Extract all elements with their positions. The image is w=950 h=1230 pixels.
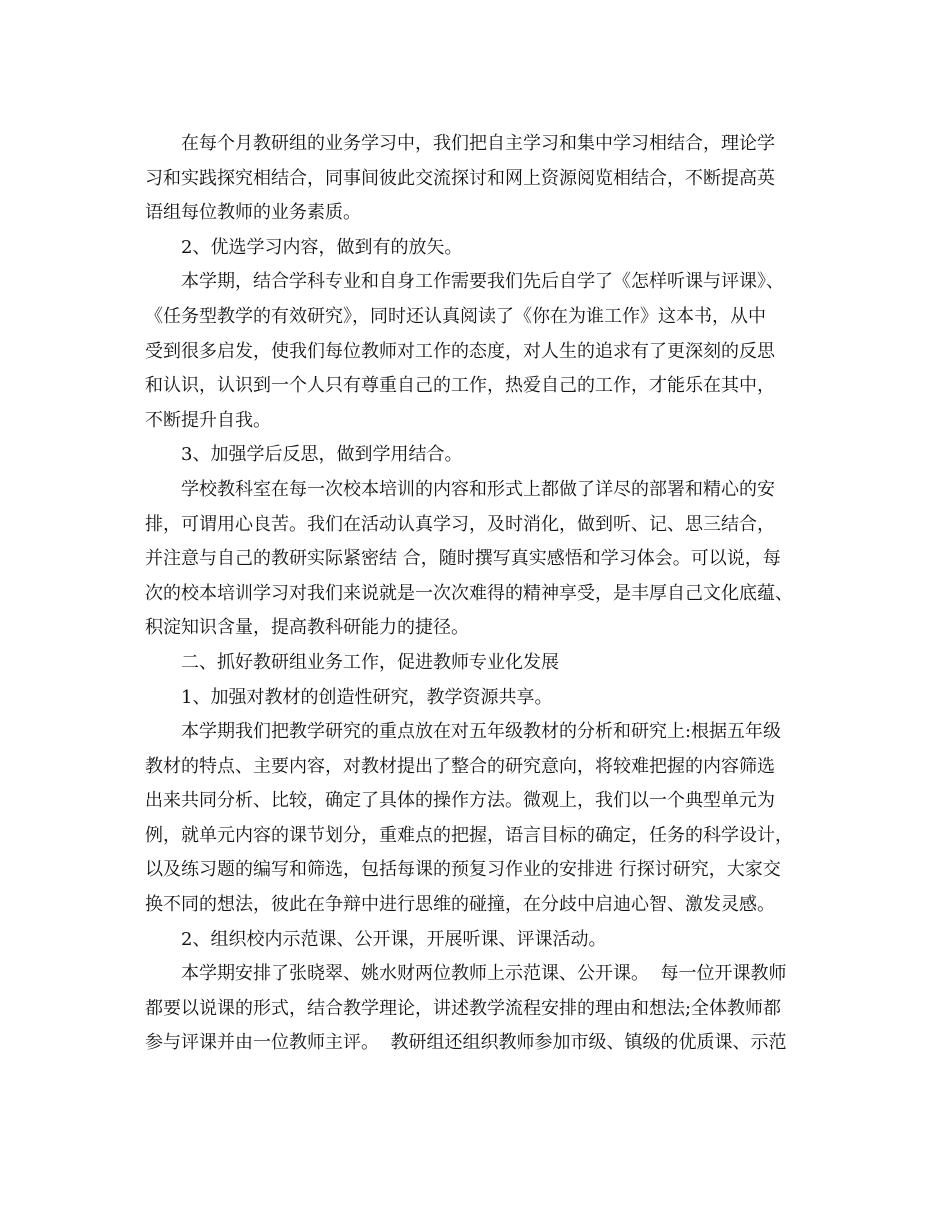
text-line: 和认识，认识到一个人只有尊重自己的工作，热爱自己的工作，才能乐在其中， xyxy=(145,375,775,397)
text-line: 习和实践探究相结合，同事间彼此交流探讨和网上资源阅览相结合，不断提高英 xyxy=(145,167,775,189)
text-line: 本学期安排了张晓翠、姚水财两位教师上示范课、公开课。 每一位开课教师 xyxy=(181,963,787,985)
text-line: 参与评课并由一位教师主评。 教研组还组织教师参加市级、镇级的优质课、示范 xyxy=(145,1032,787,1054)
text-line: 都要以说课的形式，结合教学理论，讲述教学流程安排的理由和想法;全体教师都 xyxy=(145,997,782,1019)
text-line: 次的校本培训学习对我们来说就是一次次难得的精神享受，是丰厚自己文化底蕴、 xyxy=(145,582,793,604)
text-line: 出来共同分析、比较，确定了具体的操作方法。微观上，我们以一个典型单元为 xyxy=(145,790,775,812)
text-line: 教材的特点、主要内容，对教材提出了整合的研究意向，将较难把握的内容筛选 xyxy=(145,755,775,777)
text-line: 受到很多启发，使我们每位教师对工作的态度，对人生的追求有了更深刻的反思 xyxy=(145,340,775,362)
text-line: 2、优选学习内容，做到有的放矢。 xyxy=(181,236,463,258)
text-line: 以及练习题的编写和筛选，包括每课的预复习作业的安排进 行探讨研究，大家交 xyxy=(145,859,781,881)
text-line: 在每个月教研组的业务学习中，我们把自主学习和集中学习相结合，理论学 xyxy=(181,133,775,154)
text-line: 本学期我们把教学研究的重点放在对五年级教材的分析和研究上:根据五年级 xyxy=(181,721,782,743)
text-line: 不断提升自我。 xyxy=(145,409,271,431)
text-line: 例，就单元内容的课节划分，重难点的把握，语言目标的确定，任务的科学设计， xyxy=(145,824,793,846)
document-body xyxy=(145,127,805,1061)
text-line: 3、加强学后反思，做到学用结合。 xyxy=(181,444,463,466)
text-line: 二、抓好教研组业务工作，促进教师专业化发展 xyxy=(181,651,559,673)
text-line: 换不同的想法，彼此在争辩中进行思维的碰撞，在分歧中启迪心智、激发灵感。 xyxy=(145,894,775,916)
text-line: 2、组织校内示范课、公开课，开展听课、评课活动。 xyxy=(181,928,607,950)
text-line: 语组每位教师的业务素质。 xyxy=(145,202,361,224)
text-line: 积淀知识含量，提高教科研能力的捷径。 xyxy=(145,617,469,639)
text-line: 学校教科室在每一次校本培训的内容和形式上都做了详尽的部署和精心的安 xyxy=(181,478,775,500)
text-line: 排，可谓用心良苦。我们在活动认真学习，及时消化，做到听、记、思三结合， xyxy=(145,513,775,535)
text-line: 1、加强对教材的创造性研究，教学资源共享。 xyxy=(181,686,553,708)
text-line: 本学期，结合学科专业和自身工作需要我们先后自学了《怎样听课与评课》、 xyxy=(181,271,784,293)
text-line: 并注意与自己的教研实际紧密结 合，随时撰写真实感悟和学习体会。可以说，每 xyxy=(145,548,781,570)
text-line: 《任务型教学的有效研究》，同时还认真阅读了《你在为谁工作》这本书，从中 xyxy=(145,305,766,327)
